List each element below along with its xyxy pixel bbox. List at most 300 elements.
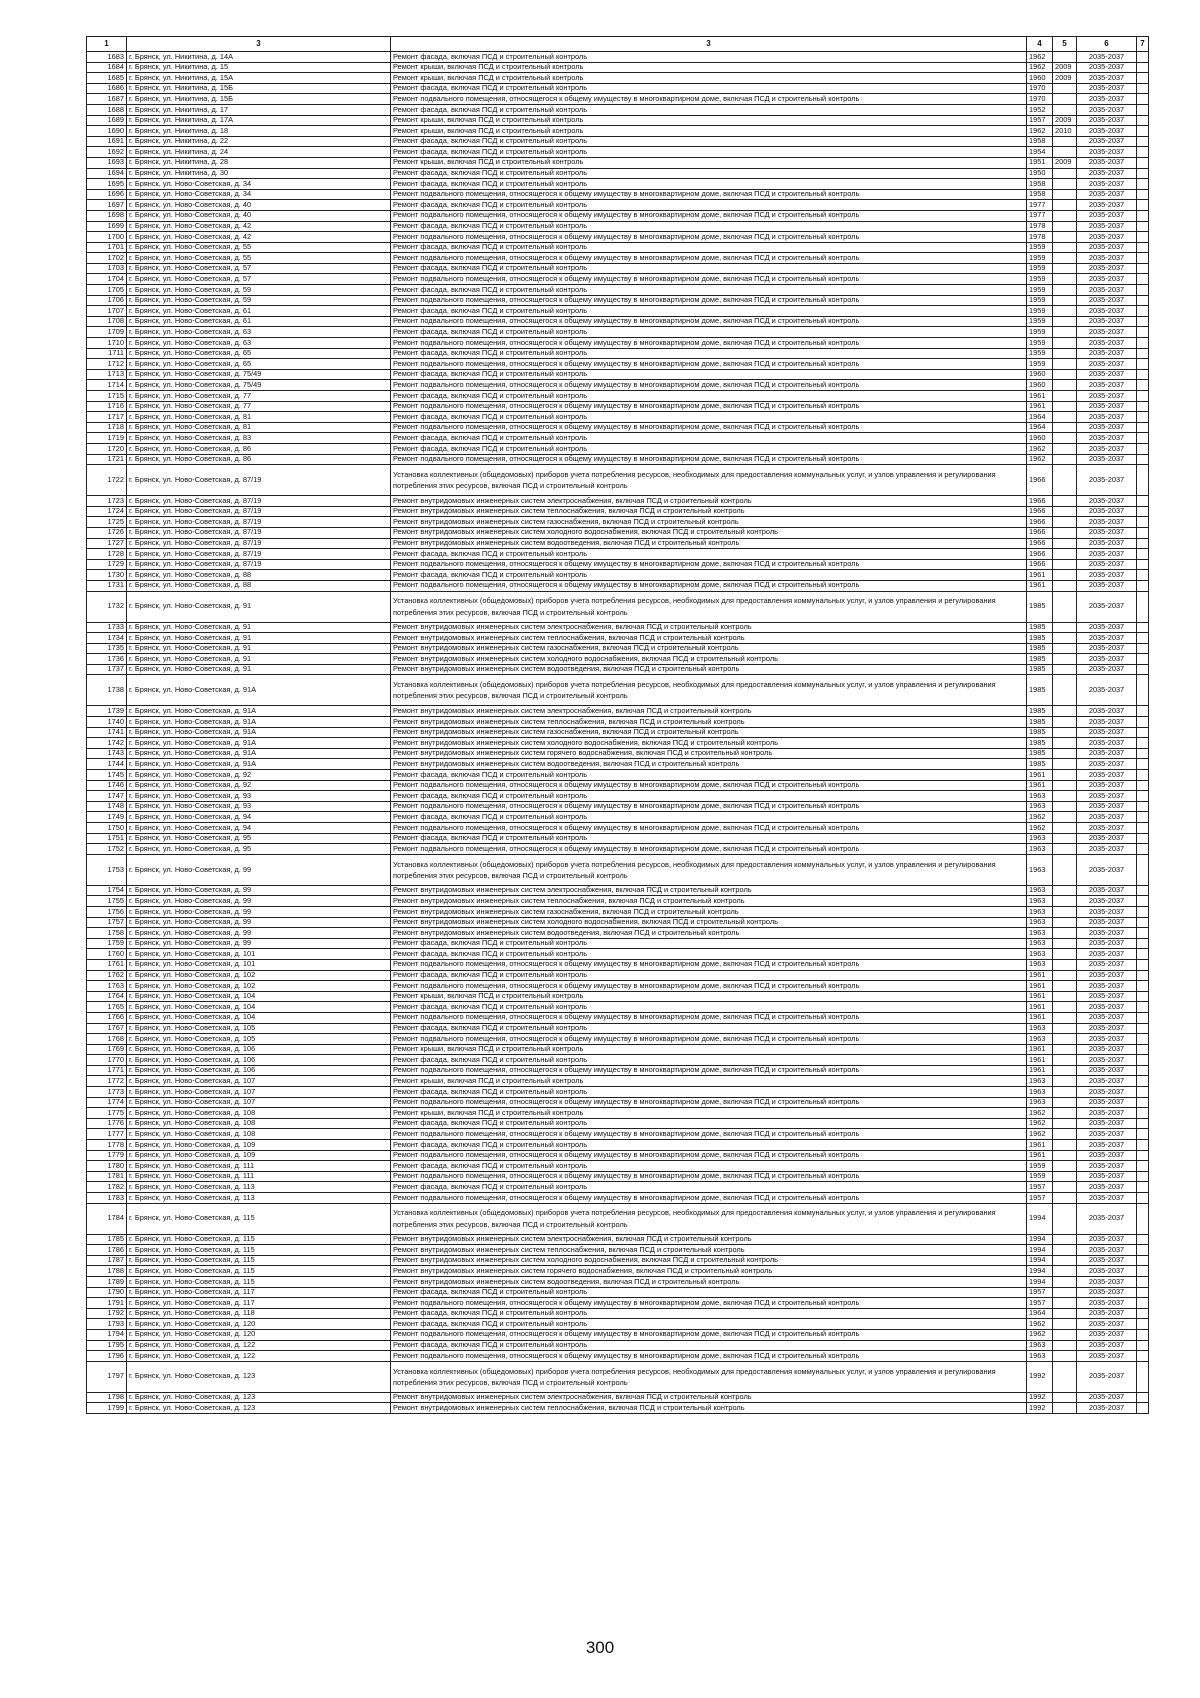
planned-period-cell: 2035-2037: [1077, 391, 1137, 402]
planned-period-cell: 2035-2037: [1077, 210, 1137, 221]
last-repair-year-cell: [1053, 1234, 1077, 1245]
work-type-cell: Ремонт внутридомовых инженерных систем горячего водоснабжения, включая ПСД и строительный контроль: [391, 748, 1027, 759]
planned-period-cell: 2035-2037: [1077, 1193, 1137, 1204]
work-type-cell: Ремонт крыши, включая ПСД и строительный контроль: [391, 1076, 1027, 1087]
work-type-cell: Установка коллективных (общедомовых) приборов учета потребления ресурсов, необходимых для предоставления коммунальных услуг, и узлов управления и регулирования потребления этих ресурсов, включая ПСД и строительный контроль: [391, 465, 1027, 496]
row-number-cell: 1729: [87, 559, 127, 570]
build-year-cell: 1970: [1027, 94, 1053, 105]
work-type-cell: Ремонт внутридомовых инженерных систем холодного водоснабжения, включая ПСД и строительный контроль: [391, 654, 1027, 665]
work-type-cell: Ремонт подвального помещения, относящегося к общему имуществу в многоквартирном доме, включая ПСД и строительный контроль: [391, 316, 1027, 327]
table-row: [87, 157, 1149, 168]
last-repair-year-cell: [1053, 1193, 1077, 1204]
table-row: [87, 1245, 1149, 1256]
work-type-cell: Ремонт подвального помещения, относящегося к общему имуществу в многоквартирном доме, включая ПСД и строительный контроль: [391, 401, 1027, 412]
note-cell: [1137, 664, 1149, 675]
table-row: [87, 1140, 1149, 1151]
table-row: [87, 1193, 1149, 1204]
row-number-cell: 1718: [87, 422, 127, 433]
row-number-cell: 1796: [87, 1351, 127, 1362]
table-row: [87, 1351, 1149, 1362]
address-cell: г. Брянск, ул. Ново-Советская, д. 81: [127, 412, 391, 423]
last-repair-year-cell: [1053, 1392, 1077, 1403]
planned-period-cell: 2035-2037: [1077, 706, 1137, 717]
last-repair-year-cell: [1053, 1351, 1077, 1362]
build-year-cell: 1994: [1027, 1266, 1053, 1277]
note-cell: [1137, 136, 1149, 147]
table-row: [87, 570, 1149, 581]
last-repair-year-cell: [1053, 1403, 1077, 1414]
build-year-cell: 1961: [1027, 970, 1053, 981]
row-number-cell: 1691: [87, 136, 127, 147]
planned-period-cell: 2035-2037: [1077, 1266, 1137, 1277]
row-number-cell: 1689: [87, 115, 127, 126]
row-number-cell: 1799: [87, 1403, 127, 1414]
note-cell: [1137, 1055, 1149, 1066]
row-number-cell: 1770: [87, 1055, 127, 1066]
planned-period-cell: 2035-2037: [1077, 559, 1137, 570]
row-number-cell: 1767: [87, 1023, 127, 1034]
last-repair-year-cell: [1053, 844, 1077, 855]
planned-period-cell: 2035-2037: [1077, 274, 1137, 285]
work-type-cell: Ремонт фасада, включая ПСД и строительный контроль: [391, 570, 1027, 581]
address-cell: г. Брянск, ул. Ново-Советская, д. 99: [127, 938, 391, 949]
note-cell: [1137, 1319, 1149, 1330]
build-year-cell: 1985: [1027, 622, 1053, 633]
work-type-cell: Ремонт подвального помещения, относящегося к общему имуществу в многоквартирном доме, включая ПСД и строительный контроль: [391, 359, 1027, 370]
build-year-cell: 1985: [1027, 675, 1053, 706]
table-row: [87, 1340, 1149, 1351]
row-number-cell: 1769: [87, 1044, 127, 1055]
build-year-cell: 1963: [1027, 791, 1053, 802]
note-cell: [1137, 812, 1149, 823]
last-repair-year-cell: [1053, 1129, 1077, 1140]
row-number-cell: 1750: [87, 823, 127, 834]
note-cell: [1137, 1171, 1149, 1182]
last-repair-year-cell: [1053, 664, 1077, 675]
work-type-cell: Ремонт крыши, включая ПСД и строительный контроль: [391, 62, 1027, 73]
planned-period-cell: 2035-2037: [1077, 1276, 1137, 1287]
last-repair-year-cell: [1053, 517, 1077, 528]
note-cell: [1137, 242, 1149, 253]
build-year-cell: 1963: [1027, 885, 1053, 896]
work-type-cell: Ремонт подвального помещения, относящегося к общему имуществу в многоквартирном доме, включая ПСД и строительный контроль: [391, 559, 1027, 570]
row-number-cell: 1785: [87, 1234, 127, 1245]
note-cell: [1137, 496, 1149, 507]
note-cell: [1137, 1065, 1149, 1076]
row-number-cell: 1715: [87, 391, 127, 402]
work-type-cell: Ремонт фасада, включая ПСД и строительный контроль: [391, 970, 1027, 981]
work-type-cell: Ремонт фасада, включая ПСД и строительный контроль: [391, 348, 1027, 359]
planned-period-cell: 2035-2037: [1077, 126, 1137, 137]
repair-schedule-table: [86, 36, 1149, 1414]
note-cell: [1137, 759, 1149, 770]
planned-period-cell: 2035-2037: [1077, 770, 1137, 781]
address-cell: г. Брянск, ул. Ново-Советская, д. 107: [127, 1097, 391, 1108]
address-cell: г. Брянск, ул. Ново-Советская, д. 102: [127, 981, 391, 992]
work-type-cell: Установка коллективных (общедомовых) приборов учета потребления ресурсов, необходимых для предоставления коммунальных услуг, и узлов управления и регулирования потребления этих ресурсов, включая ПСД и строительный контроль: [391, 675, 1027, 706]
build-year-cell: 1966: [1027, 496, 1053, 507]
last-repair-year-cell: [1053, 1108, 1077, 1119]
table-row: [87, 706, 1149, 717]
last-repair-year-cell: [1053, 928, 1077, 939]
work-type-cell: Ремонт подвального помещения, относящегося к общему имуществу в многоквартирном доме, включая ПСД и строительный контроль: [391, 844, 1027, 855]
work-type-cell: Ремонт подвального помещения, относящегося к общему имуществу в многоквартирном доме, включая ПСД и строительный контроль: [391, 454, 1027, 465]
last-repair-year-cell: [1053, 338, 1077, 349]
note-cell: [1137, 1087, 1149, 1098]
last-repair-year-cell: [1053, 823, 1077, 834]
table-row: [87, 1108, 1149, 1119]
row-number-cell: 1768: [87, 1034, 127, 1045]
address-cell: г. Брянск, ул. Никитина, д. 15: [127, 62, 391, 73]
note-cell: [1137, 221, 1149, 232]
build-year-cell: 1952: [1027, 104, 1053, 115]
address-cell: г. Брянск, ул. Ново-Советская, д. 92: [127, 770, 391, 781]
last-repair-year-cell: [1053, 1097, 1077, 1108]
row-number-cell: 1717: [87, 412, 127, 423]
table-row: [87, 527, 1149, 538]
address-cell: г. Брянск, ул. Ново-Советская, д. 40: [127, 210, 391, 221]
work-type-cell: Ремонт фасада, включая ПСД и строительный контроль: [391, 812, 1027, 823]
table-row: [87, 949, 1149, 960]
work-type-cell: Ремонт внутридомовых инженерных систем теплоснабжения, включая ПСД и строительный контроль: [391, 896, 1027, 907]
build-year-cell: 1958: [1027, 179, 1053, 190]
planned-period-cell: 2035-2037: [1077, 738, 1137, 749]
planned-period-cell: 2035-2037: [1077, 991, 1137, 1002]
note-cell: [1137, 1255, 1149, 1266]
table-row: [87, 896, 1149, 907]
planned-period-cell: 2035-2037: [1077, 263, 1137, 274]
address-cell: г. Брянск, ул. Ново-Советская, д. 86: [127, 443, 391, 454]
address-cell: г. Брянск, ул. Никитина, д. 17: [127, 104, 391, 115]
table-row: [87, 1012, 1149, 1023]
row-number-cell: 1701: [87, 242, 127, 253]
last-repair-year-cell: [1053, 559, 1077, 570]
build-year-cell: 1994: [1027, 1203, 1053, 1234]
note-cell: [1137, 73, 1149, 84]
build-year-cell: 1962: [1027, 443, 1053, 454]
build-year-cell: 1963: [1027, 854, 1053, 885]
note-cell: [1137, 633, 1149, 644]
address-cell: г. Брянск, ул. Ново-Советская, д. 42: [127, 221, 391, 232]
build-year-cell: 1977: [1027, 210, 1053, 221]
note-cell: [1137, 422, 1149, 433]
last-repair-year-cell: [1053, 1319, 1077, 1330]
work-type-cell: Ремонт фасада, включая ПСД и строительный контроль: [391, 104, 1027, 115]
address-cell: г. Брянск, ул. Ново-Советская, д. 99: [127, 906, 391, 917]
planned-period-cell: 2035-2037: [1077, 83, 1137, 94]
note-cell: [1137, 570, 1149, 581]
table-row: [87, 327, 1149, 338]
address-cell: г. Брянск, ул. Ново-Советская, д. 94: [127, 823, 391, 834]
build-year-cell: 1963: [1027, 906, 1053, 917]
note-cell: [1137, 126, 1149, 137]
work-type-cell: Ремонт фасада, включая ПСД и строительный контроль: [391, 221, 1027, 232]
planned-period-cell: 2035-2037: [1077, 833, 1137, 844]
last-repair-year-cell: [1053, 210, 1077, 221]
work-type-cell: Ремонт подвального помещения, относящегося к общему имуществу в многоквартирном доме, включая ПСД и строительный контроль: [391, 780, 1027, 791]
row-number-cell: 1686: [87, 83, 127, 94]
build-year-cell: 1961: [1027, 1140, 1053, 1151]
last-repair-year-cell: [1053, 538, 1077, 549]
build-year-cell: 1962: [1027, 62, 1053, 73]
last-repair-year-cell: [1053, 970, 1077, 981]
address-cell: г. Брянск, ул. Ново-Советская, д. 92: [127, 780, 391, 791]
table-row: [87, 401, 1149, 412]
row-number-cell: 1692: [87, 147, 127, 158]
table-row: [87, 1319, 1149, 1330]
last-repair-year-cell: [1053, 316, 1077, 327]
work-type-cell: Ремонт внутридомовых инженерных систем холодного водоснабжения, включая ПСД и строительный контроль: [391, 917, 1027, 928]
address-cell: г. Брянск, ул. Ново-Советская, д. 34: [127, 189, 391, 200]
last-repair-year-cell: [1053, 422, 1077, 433]
last-repair-year-cell: [1053, 1150, 1077, 1161]
last-repair-year-cell: [1053, 791, 1077, 802]
build-year-cell: 1961: [1027, 1002, 1053, 1013]
row-number-cell: 1779: [87, 1150, 127, 1161]
build-year-cell: 1992: [1027, 1361, 1053, 1392]
note-cell: [1137, 801, 1149, 812]
build-year-cell: 1992: [1027, 1392, 1053, 1403]
note-cell: [1137, 1308, 1149, 1319]
row-number-cell: 1743: [87, 748, 127, 759]
build-year-cell: 1963: [1027, 896, 1053, 907]
planned-period-cell: 2035-2037: [1077, 1351, 1137, 1362]
work-type-cell: Ремонт подвального помещения, относящегося к общему имуществу в многоквартирном доме, включая ПСД и строительный контроль: [391, 1034, 1027, 1045]
work-type-cell: Ремонт подвального помещения, относящегося к общему имуществу в многоквартирном доме, включая ПСД и строительный контроль: [391, 823, 1027, 834]
build-year-cell: 1961: [1027, 770, 1053, 781]
row-number-cell: 1786: [87, 1245, 127, 1256]
last-repair-year-cell: [1053, 94, 1077, 105]
row-number-cell: 1780: [87, 1161, 127, 1172]
address-cell: г. Брянск, ул. Ново-Советская, д. 99: [127, 854, 391, 885]
note-cell: [1137, 970, 1149, 981]
build-year-cell: 1959: [1027, 359, 1053, 370]
address-cell: г. Брянск, ул. Ново-Советская, д. 123: [127, 1361, 391, 1392]
address-cell: г. Брянск, ул. Ново-Советская, д. 87/19: [127, 538, 391, 549]
address-cell: г. Брянск, ул. Ново-Советская, д. 42: [127, 232, 391, 243]
build-year-cell: 1985: [1027, 633, 1053, 644]
table-row: [87, 115, 1149, 126]
build-year-cell: 1959: [1027, 306, 1053, 317]
table-row: [87, 306, 1149, 317]
build-year-cell: 1951: [1027, 157, 1053, 168]
note-cell: [1137, 285, 1149, 296]
last-repair-year-cell: 2009: [1053, 115, 1077, 126]
work-type-cell: Ремонт внутридомовых инженерных систем электроснабжения, включая ПСД и строительный контроль: [391, 622, 1027, 633]
note-cell: [1137, 1287, 1149, 1298]
planned-period-cell: 2035-2037: [1077, 104, 1137, 115]
last-repair-year-cell: [1053, 727, 1077, 738]
address-cell: г. Брянск, ул. Ново-Советская, д. 115: [127, 1276, 391, 1287]
address-cell: г. Брянск, ул. Ново-Советская, д. 91: [127, 591, 391, 622]
last-repair-year-cell: [1053, 200, 1077, 211]
table-row: [87, 1161, 1149, 1172]
row-number-cell: 1730: [87, 570, 127, 581]
address-cell: г. Брянск, ул. Ново-Советская, д. 91А: [127, 675, 391, 706]
last-repair-year-cell: [1053, 253, 1077, 264]
work-type-cell: Ремонт фасада, включая ПСД и строительный контроль: [391, 433, 1027, 444]
row-number-cell: 1744: [87, 759, 127, 770]
row-number-cell: 1760: [87, 949, 127, 960]
note-cell: [1137, 94, 1149, 105]
work-type-cell: Установка коллективных (общедомовых) приборов учета потребления ресурсов, необходимых для предоставления коммунальных услуг, и узлов управления и регулирования потребления этих ресурсов, включая ПСД и строительный контроль: [391, 1361, 1027, 1392]
row-number-cell: 1699: [87, 221, 127, 232]
last-repair-year-cell: [1053, 643, 1077, 654]
last-repair-year-cell: [1053, 179, 1077, 190]
build-year-cell: 1963: [1027, 844, 1053, 855]
work-type-cell: Ремонт фасада, включая ПСД и строительный контроль: [391, 285, 1027, 296]
row-number-cell: 1684: [87, 62, 127, 73]
note-cell: [1137, 454, 1149, 465]
table-row: [87, 759, 1149, 770]
work-type-cell: Ремонт фасада, включая ПСД и строительный контроль: [391, 1002, 1027, 1013]
planned-period-cell: 2035-2037: [1077, 896, 1137, 907]
build-year-cell: 1959: [1027, 274, 1053, 285]
planned-period-cell: 2035-2037: [1077, 115, 1137, 126]
build-year-cell: 1962: [1027, 1108, 1053, 1119]
table-row: [87, 748, 1149, 759]
page-number: 300: [585, 1638, 615, 1657]
row-number-cell: 1721: [87, 454, 127, 465]
planned-period-cell: 2035-2037: [1077, 570, 1137, 581]
address-cell: г. Брянск, ул. Никитина, д. 24: [127, 147, 391, 158]
table-row: [87, 506, 1149, 517]
last-repair-year-cell: [1053, 1276, 1077, 1287]
address-cell: г. Брянск, ул. Ново-Советская, д. 91А: [127, 738, 391, 749]
planned-period-cell: 2035-2037: [1077, 1023, 1137, 1034]
build-year-cell: 1961: [1027, 1012, 1053, 1023]
planned-period-cell: 2035-2037: [1077, 664, 1137, 675]
table-row: [87, 1118, 1149, 1129]
note-cell: [1137, 833, 1149, 844]
planned-period-cell: 2035-2037: [1077, 885, 1137, 896]
work-type-cell: Ремонт фасада, включая ПСД и строительный контроль: [391, 443, 1027, 454]
work-type-cell: Ремонт внутридомовых инженерных систем электроснабжения, включая ПСД и строительный контроль: [391, 885, 1027, 896]
planned-period-cell: 2035-2037: [1077, 759, 1137, 770]
table-row: [87, 454, 1149, 465]
address-cell: г. Брянск, ул. Ново-Советская, д. 91А: [127, 759, 391, 770]
build-year-cell: 1961: [1027, 991, 1053, 1002]
address-cell: г. Брянск, ул. Ново-Советская, д. 87/19: [127, 559, 391, 570]
build-year-cell: 1961: [1027, 570, 1053, 581]
row-number-cell: 1741: [87, 727, 127, 738]
table-row: [87, 664, 1149, 675]
address-cell: г. Брянск, ул. Ново-Советская, д. 95: [127, 833, 391, 844]
row-number-cell: 1775: [87, 1108, 127, 1119]
work-type-cell: Ремонт фасада, включая ПСД и строительный контроль: [391, 327, 1027, 338]
build-year-cell: 1961: [1027, 1150, 1053, 1161]
last-repair-year-cell: [1053, 104, 1077, 115]
build-year-cell: 1963: [1027, 833, 1053, 844]
last-repair-year-cell: [1053, 443, 1077, 454]
last-repair-year-cell: [1053, 1140, 1077, 1151]
planned-period-cell: 2035-2037: [1077, 538, 1137, 549]
table-row: [87, 221, 1149, 232]
last-repair-year-cell: [1053, 1055, 1077, 1066]
table-row: [87, 189, 1149, 200]
row-number-cell: 1734: [87, 633, 127, 644]
work-type-cell: Ремонт подвального помещения, относящегося к общему имуществу в многоквартирном доме, включая ПСД и строительный контроль: [391, 94, 1027, 105]
address-cell: г. Брянск, ул. Ново-Советская, д. 86: [127, 454, 391, 465]
build-year-cell: 1963: [1027, 949, 1053, 960]
last-repair-year-cell: [1053, 1203, 1077, 1234]
row-number-cell: 1778: [87, 1140, 127, 1151]
last-repair-year-cell: 2009: [1053, 157, 1077, 168]
build-year-cell: 1961: [1027, 391, 1053, 402]
table-row: [87, 433, 1149, 444]
row-number-cell: 1791: [87, 1298, 127, 1309]
note-cell: [1137, 210, 1149, 221]
row-number-cell: 1751: [87, 833, 127, 844]
planned-period-cell: 2035-2037: [1077, 1298, 1137, 1309]
table-row: [87, 1329, 1149, 1340]
note-cell: [1137, 369, 1149, 380]
note-cell: [1137, 433, 1149, 444]
build-year-cell: 1963: [1027, 801, 1053, 812]
note-cell: [1137, 1234, 1149, 1245]
planned-period-cell: 2035-2037: [1077, 412, 1137, 423]
table-row: [87, 62, 1149, 73]
address-cell: г. Брянск, ул. Ново-Советская, д. 99: [127, 885, 391, 896]
note-cell: [1137, 1023, 1149, 1034]
build-year-cell: 1963: [1027, 1034, 1053, 1045]
address-cell: г. Брянск, ул. Ново-Советская, д. 75/49: [127, 380, 391, 391]
address-cell: г. Брянск, ул. Ново-Советская, д. 75/49: [127, 369, 391, 380]
last-repair-year-cell: [1053, 221, 1077, 232]
header-col-1: 1: [87, 37, 127, 52]
work-type-cell: Ремонт фасада, включая ПСД и строительный контроль: [391, 1161, 1027, 1172]
table-row: [87, 1076, 1149, 1087]
address-cell: г. Брянск, ул. Ново-Советская, д. 115: [127, 1266, 391, 1277]
build-year-cell: 1962: [1027, 454, 1053, 465]
last-repair-year-cell: [1053, 189, 1077, 200]
build-year-cell: 1963: [1027, 917, 1053, 928]
address-cell: г. Брянск, ул. Ново-Советская, д. 101: [127, 959, 391, 970]
work-type-cell: Ремонт внутридомовых инженерных систем теплоснабжения, включая ПСД и строительный контроль: [391, 1403, 1027, 1414]
work-type-cell: Ремонт фасада, включая ПСД и строительный контроль: [391, 179, 1027, 190]
table-row: [87, 443, 1149, 454]
build-year-cell: 1959: [1027, 348, 1053, 359]
row-number-cell: 1787: [87, 1255, 127, 1266]
note-cell: [1137, 1351, 1149, 1362]
build-year-cell: 1985: [1027, 706, 1053, 717]
last-repair-year-cell: [1053, 1255, 1077, 1266]
address-cell: г. Брянск, ул. Ново-Советская, д. 59: [127, 295, 391, 306]
row-number-cell: 1795: [87, 1340, 127, 1351]
planned-period-cell: 2035-2037: [1077, 359, 1137, 370]
address-cell: г. Брянск, ул. Ново-Советская, д. 88: [127, 580, 391, 591]
note-cell: [1137, 643, 1149, 654]
build-year-cell: 1962: [1027, 1329, 1053, 1340]
note-cell: [1137, 306, 1149, 317]
header-row: [87, 37, 1149, 52]
last-repair-year-cell: [1053, 1065, 1077, 1076]
note-cell: [1137, 1108, 1149, 1119]
note-cell: [1137, 748, 1149, 759]
last-repair-year-cell: [1053, 906, 1077, 917]
row-number-cell: 1747: [87, 791, 127, 802]
build-year-cell: 1985: [1027, 717, 1053, 728]
row-number-cell: 1777: [87, 1129, 127, 1140]
address-cell: г. Брянск, ул. Ново-Советская, д. 113: [127, 1193, 391, 1204]
address-cell: г. Брянск, ул. Ново-Советская, д. 108: [127, 1118, 391, 1129]
address-cell: г. Брянск, ул. Ново-Советская, д. 91А: [127, 706, 391, 717]
last-repair-year-cell: [1053, 1118, 1077, 1129]
build-year-cell: 1959: [1027, 263, 1053, 274]
last-repair-year-cell: [1053, 1329, 1077, 1340]
address-cell: г. Брянск, ул. Ново-Советская, д. 65: [127, 348, 391, 359]
work-type-cell: Ремонт фасада, включая ПСД и строительный контроль: [391, 949, 1027, 960]
